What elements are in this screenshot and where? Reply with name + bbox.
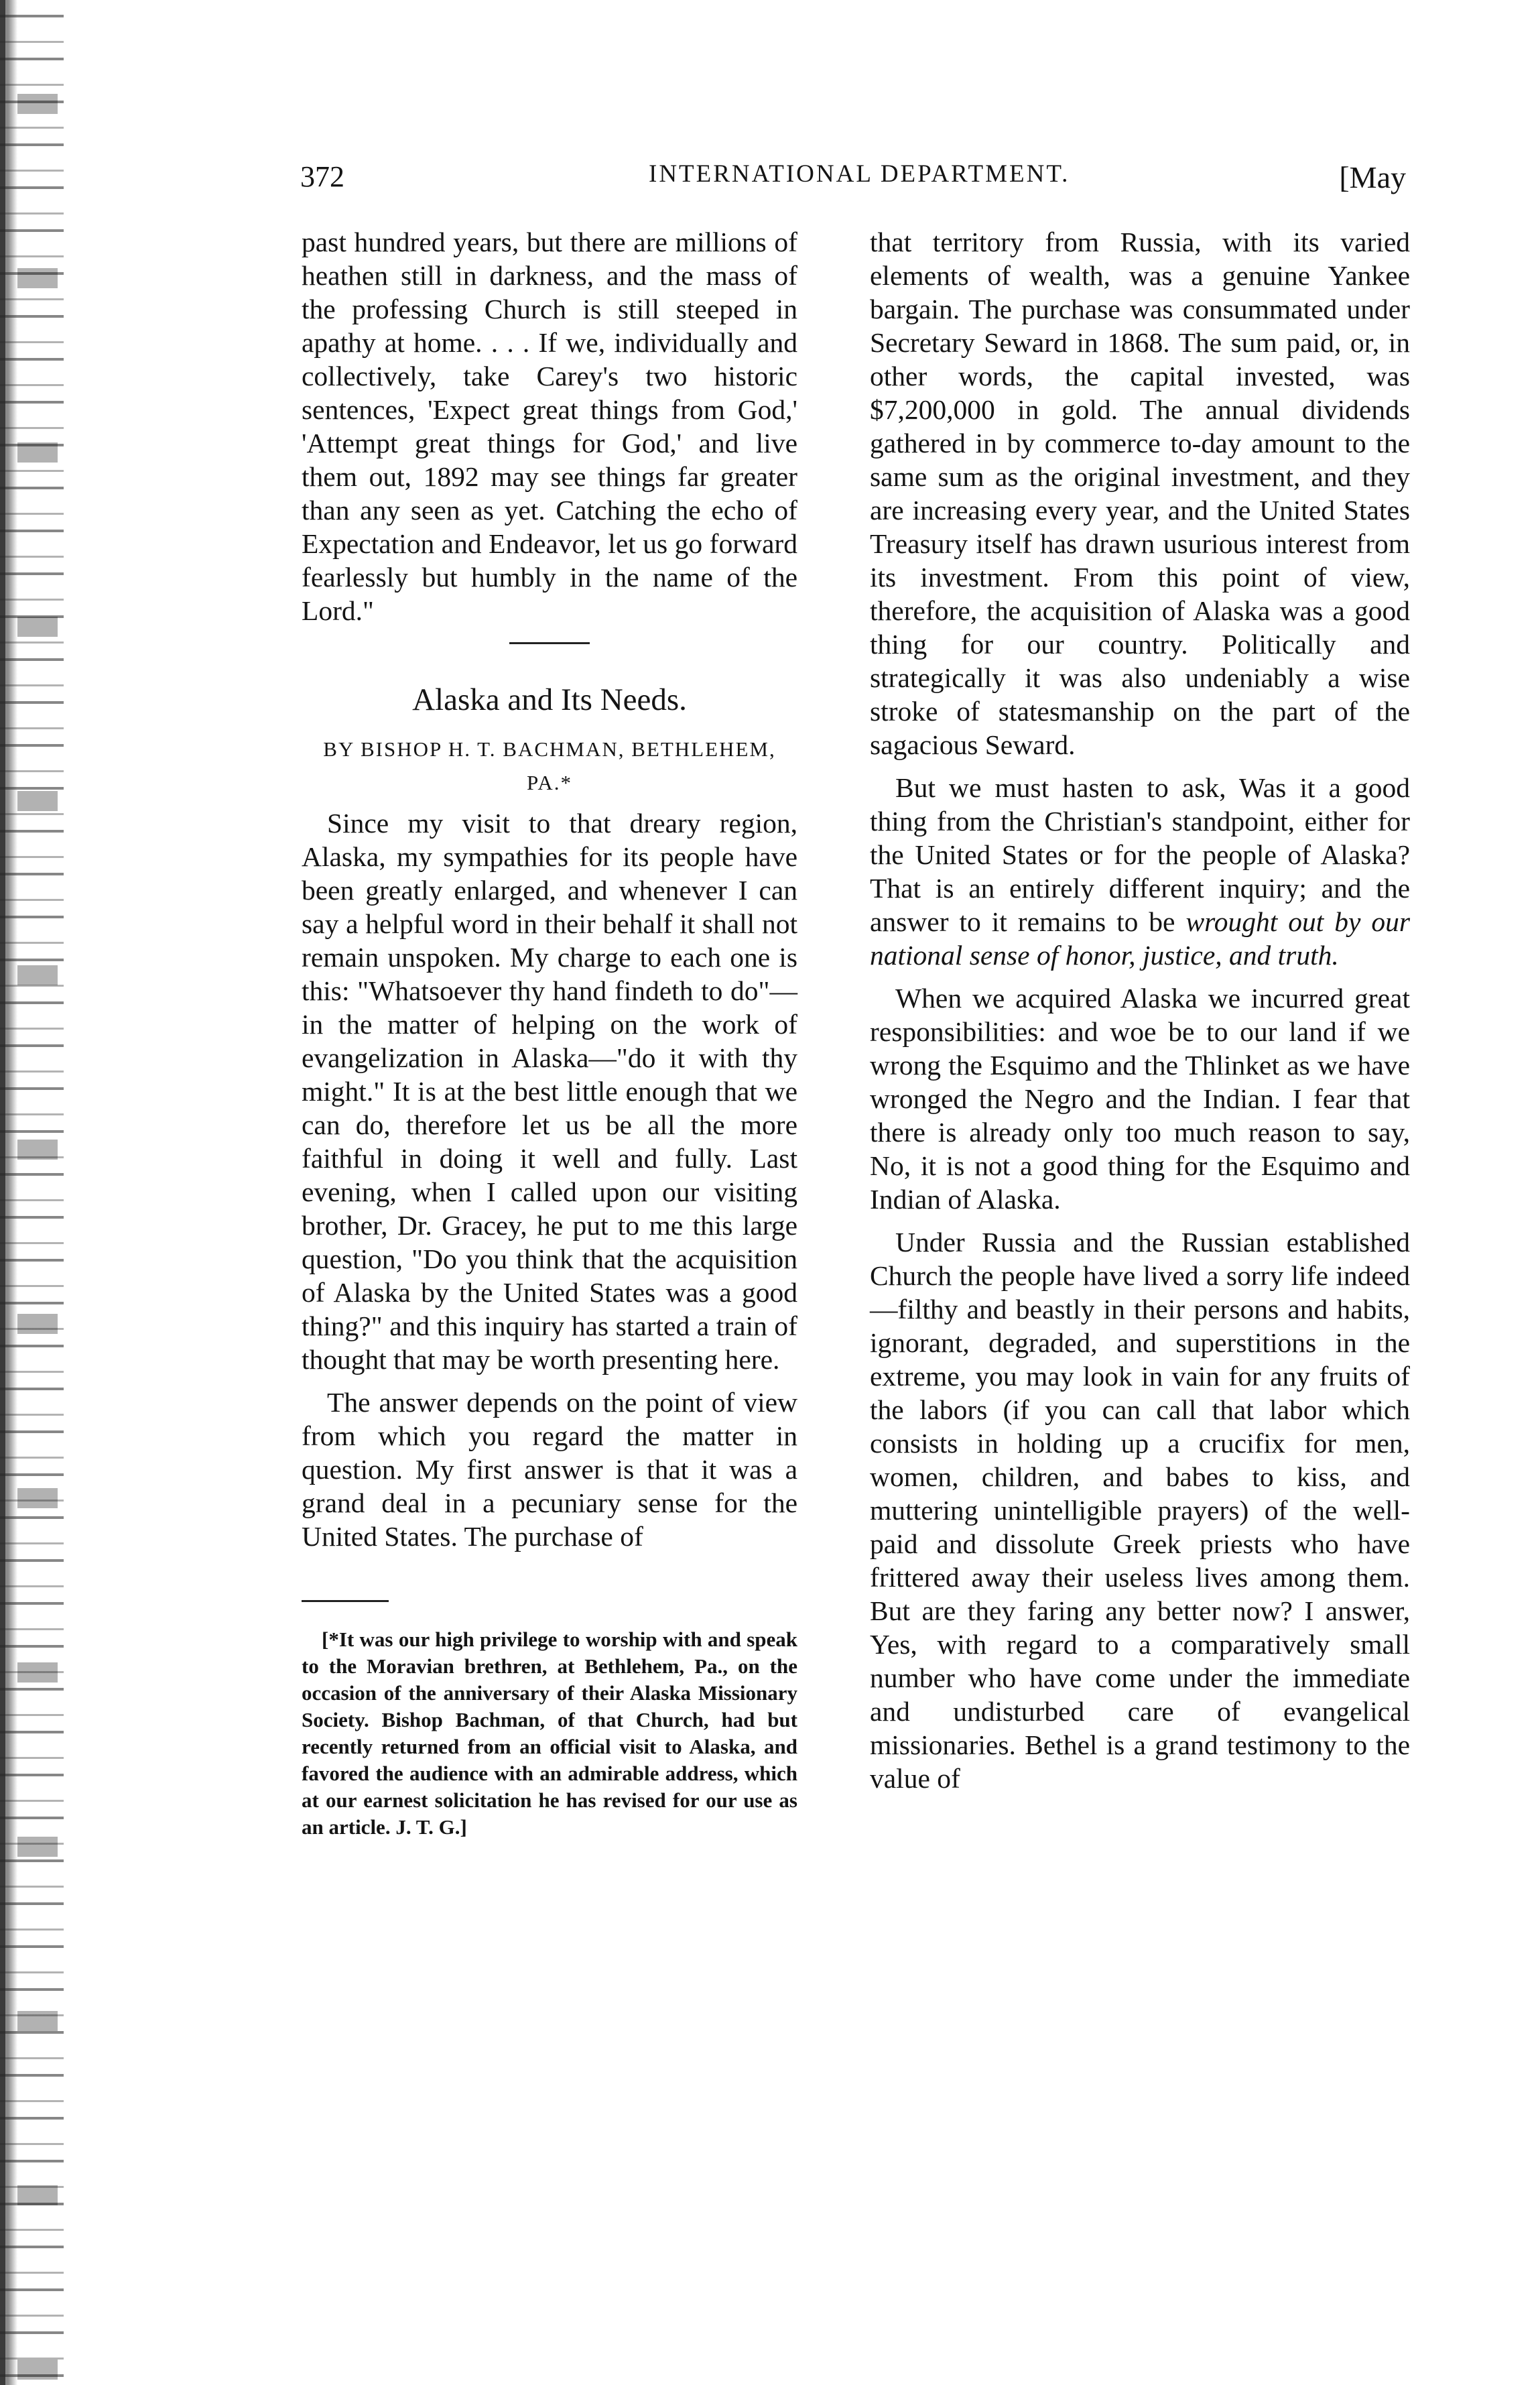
body-paragraph: that territory from Russia, with its varied elements of wealth, was a genuine Yankee bargain. The purchase was consummated under Secretary Seward in 1868. The sum paid, or, in other words, the capital invested, was $7,200,000 in gold. The annual dividends gathered in by commerce to-day amount to the same sum as the original investment, and they are increasing every year, and the United States Treasury itself has drawn usurious interest from its investment. From this point of view, therefore, the acquisition of Alaska was a good thing for our country. Politically and strategically it was also undeniably a wise stroke of statesmanship on the part of the sagacious Seward. xyxy=(870,227,1410,760)
binding-shadow xyxy=(17,0,58,2385)
left-column xyxy=(302,225,797,1841)
intro-paragraph: past hundred years, but there are millions of heathen still in darkness, and the mass of the professing Church is still steeped in apathy at home. . . . If we, individually and collectively, take Carey's two historic sentences, 'Expect great things from God,' 'Attempt great things for God,' and live them out, 1892 may see things far greater than any seen as yet. Catching the echo of Expectation and Endeavor, let us go forward fearlessly but humbly in the name of the Lord." xyxy=(302,227,797,626)
page-header xyxy=(300,160,1406,200)
italic-phrase: wrought out by our national sense of honor, justice, and truth. xyxy=(870,906,1410,971)
footnote-rule xyxy=(302,1600,389,1602)
byline: BY BISHOP H. T. BACHMAN, BETHLEHEM, PA.* xyxy=(323,737,776,794)
body-paragraph: When we acquired Alaska we incurred great responsibilities: and woe be to our land if we wrong the Esquimo and the Thlinket as we have wronged the Negro and the Indian. I fear that there is already only too much reason to say, No, it is not a good thing for the Esquimo and Indian of Alaska. xyxy=(870,983,1410,1215)
footnote: [*It was our high privilege to worship with and speak to the Moravian brethren, at Bethlehem, Pa., on the occasion of the anniversary of their Alaska Missionary Society. Bishop Bachman, of that Church, had but recently returned from an official visit to Alaska, and favored the audience with an admirable address, which at our earnest solicitation he has revised for our use as an article. J. T. G.] xyxy=(302,1628,797,1839)
running-head: INTERNATIONAL DEPARTMENT. xyxy=(649,160,1070,188)
body-paragraph: Since my visit to that dreary region, Alaska, my sympathies for its people have been greatly enlarged, and whenever I can say a helpful word in their behalf it shall not remain unspoken. My charge to each one is this: "Whatsoever thy hand findeth to do"—in the matter of helping on the work of evangelization in Alaska—"do it with thy might." It is at the best little enough that we can do, therefore let us be all the more faithful in doing it well and fully. Last evening, when I called upon our visiting brother, Dr. Gracey, he put to me this large question, "Do you think that the acquisition of Alaska by the United States was a good thing?" and this inquiry has started a train of thought that may be worth presenting here. xyxy=(302,808,797,1375)
article-title: Alaska and Its Needs. xyxy=(412,682,687,717)
right-column xyxy=(870,225,1410,1795)
page-number: 372 xyxy=(300,160,344,193)
paragraph-text: But we must hasten to ask, Was it a good thing from the Christian's standpoint, either for the United States or for the people of Alaska? That is an entirely different inquiry; and the answer to it remains to be xyxy=(870,772,1410,937)
body-paragraph xyxy=(870,771,1410,972)
body-paragraph: Under Russia and the Russian established Church the people have lived a sorry life indeed—filthy and beastly in their persons and habits, ignorant, degraded, and superstitions in the extreme, you may look in vain for any fruits of the labors (if you can call that labor which consists in holding up a crucifix for men, women, children, and babes to kiss, and muttering unintelligible prayers) of the well-paid and dissolute Greek priests who have frittered away their useless lives among them. But are they faring any better now? I answer, Yes, with regard to a comparatively small number who have come under the immediate and undisturbed care of evangelical missionaries. Bethel is a grand testimony to the value of xyxy=(870,1227,1410,1794)
issue-month: [May xyxy=(1339,160,1406,194)
body-paragraph: The answer depends on the point of view from which you regard the matter in question. My first answer is that it was a grand deal in a pecuniary sense for the United States. The purchase of xyxy=(302,1387,797,1552)
section-divider xyxy=(509,642,590,644)
